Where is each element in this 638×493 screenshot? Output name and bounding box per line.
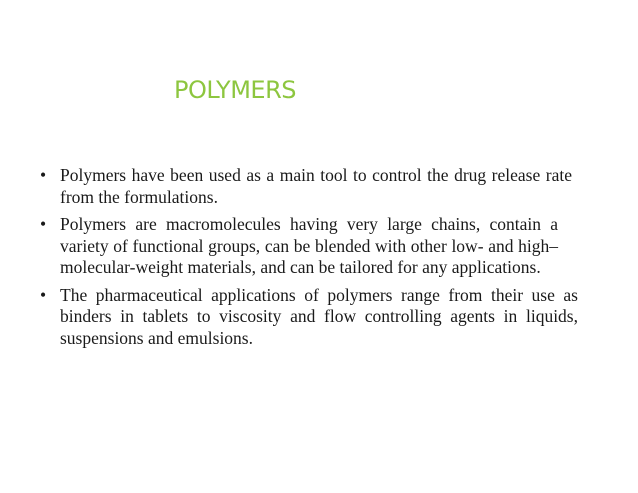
bullet-dot-icon: • bbox=[40, 284, 47, 305]
bullet-text: Polymers have been used as a main tool to control the drug release rate from the formulations. bbox=[60, 165, 572, 207]
bullet-text: Polymers are macromolecules having very large chains, contain a variety of functional groups, can be blended with other low- and high–molecular-weight materials, and can be tailored for any applications. bbox=[60, 214, 558, 277]
bullet-text: The pharmaceutical applications of polymers range from their use as binders in tablets to viscosity and flow controlling agents in liquids, suspensions and emulsions. bbox=[60, 284, 578, 348]
slide-title: POLYMERS bbox=[174, 76, 296, 104]
bullet-item bbox=[38, 165, 572, 208]
bullet-item bbox=[38, 285, 578, 350]
bullet-dot-icon: • bbox=[40, 165, 47, 185]
bullet-item bbox=[38, 214, 558, 279]
bullet-dot-icon: • bbox=[40, 214, 47, 234]
bullet-list bbox=[38, 165, 578, 355]
